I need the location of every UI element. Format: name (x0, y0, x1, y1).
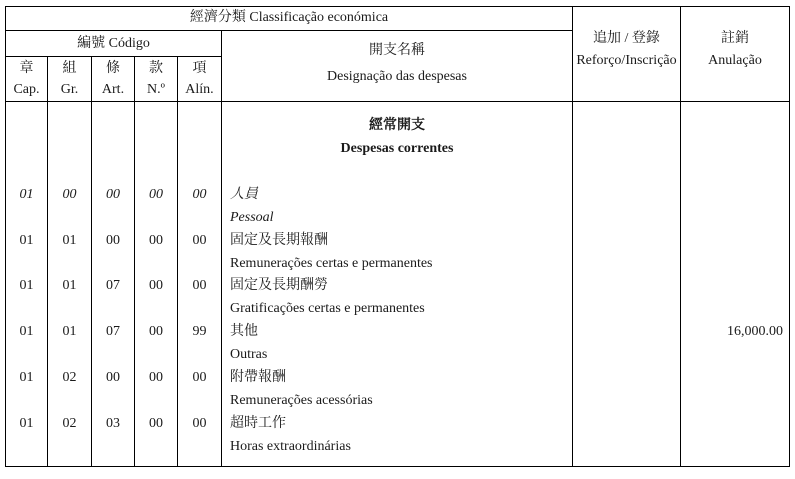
border-top (5, 6, 790, 7)
row-4-alin: 00 (192, 370, 207, 385)
row-1-no: 00 (149, 233, 163, 248)
row-3-annulment-amount: 16,000.00 (727, 324, 783, 339)
designation-header-pt: Designação das despesas (327, 69, 467, 84)
row-2-gr: 01 (62, 278, 77, 293)
section-title-zh: 經常開支 (369, 118, 425, 133)
row-5-no: 00 (149, 416, 163, 431)
row-1-gr: 01 (62, 233, 77, 248)
divider-header-body (5, 101, 790, 102)
alin-header-pt: Alín. (185, 82, 214, 97)
row-3-gr: 01 (62, 324, 77, 339)
col-divider-7 (680, 6, 681, 467)
row-3-no: 00 (149, 324, 163, 339)
no-header-pt: N.º (147, 82, 165, 97)
row-3-name-pt: Outras (230, 347, 268, 362)
row-3-cap: 01 (19, 324, 34, 339)
col-divider-3 (134, 56, 135, 467)
designation-header-zh: 開支名稱 (369, 43, 425, 58)
row-3-art: 07 (106, 324, 120, 339)
row-4-name-zh: 附帶報酬 (230, 370, 286, 385)
col-divider-1 (47, 56, 48, 467)
col-divider-2 (91, 56, 92, 467)
row-4-gr: 02 (62, 370, 77, 385)
row-1-cap: 01 (19, 233, 34, 248)
divider-code (5, 56, 221, 57)
row-0-art: 00 (106, 187, 120, 202)
cap-header-pt: Cap. (13, 82, 40, 97)
row-4-art: 00 (106, 370, 120, 385)
row-0-no: 00 (149, 187, 163, 202)
annulment-header-zh: 註銷 (721, 31, 749, 46)
row-0-gr: 00 (62, 187, 77, 202)
reinforcement-header-pt: Reforço/Inscrição (576, 53, 677, 68)
row-0-cap: 01 (19, 187, 34, 202)
row-2-art: 07 (106, 278, 120, 293)
row-0-name-zh: 人員 (230, 187, 258, 202)
row-1-name-zh: 固定及長期報酬 (230, 233, 328, 248)
annulment-header-pt: Anulação (708, 53, 762, 68)
row-5-art: 03 (106, 416, 120, 431)
divider-classification (5, 30, 572, 31)
row-4-no: 00 (149, 370, 163, 385)
row-1-alin: 00 (192, 233, 207, 248)
section-title-pt: Despesas correntes (340, 141, 454, 156)
art-header-zh: 條 (106, 61, 120, 76)
gr-header-zh: 組 (62, 61, 77, 76)
row-2-no: 00 (149, 278, 163, 293)
row-5-name-pt: Horas extraordinárias (230, 439, 351, 454)
border-right (789, 6, 790, 467)
row-2-alin: 00 (192, 278, 207, 293)
no-header-zh: 款 (149, 61, 163, 76)
classification-header: 經濟分類 Classificação económica (189, 10, 389, 25)
row-5-alin: 00 (192, 416, 207, 431)
row-2-name-pt: Gratificações certas e permanentes (230, 301, 425, 316)
row-0-name-pt: Pessoal (230, 210, 274, 225)
art-header-pt: Art. (101, 82, 125, 97)
border-bottom (5, 466, 790, 467)
row-2-name-zh: 固定及長期酬勞 (230, 278, 328, 293)
row-4-cap: 01 (19, 370, 34, 385)
reinforcement-header-zh: 追加 / 登錄 (593, 31, 660, 46)
row-5-gr: 02 (62, 416, 77, 431)
row-4-name-pt: Remunerações acessórias (230, 393, 373, 408)
row-0-alin: 00 (192, 187, 207, 202)
row-2-cap: 01 (19, 278, 34, 293)
cap-header-zh: 章 (19, 61, 34, 76)
alin-header-zh: 項 (192, 61, 207, 76)
row-3-alin: 99 (192, 324, 207, 339)
col-divider-4 (177, 56, 178, 467)
gr-header-pt: Gr. (60, 82, 79, 97)
row-1-name-pt: Remunerações certas e permanentes (230, 256, 433, 271)
code-group-header: 編號 Código (77, 36, 150, 51)
row-3-name-zh: 其他 (230, 324, 258, 339)
row-1-art: 00 (106, 233, 120, 248)
col-divider-6 (572, 6, 573, 467)
row-5-name-zh: 超時工作 (230, 416, 286, 431)
row-5-cap: 01 (19, 416, 34, 431)
col-divider-5 (221, 30, 222, 467)
